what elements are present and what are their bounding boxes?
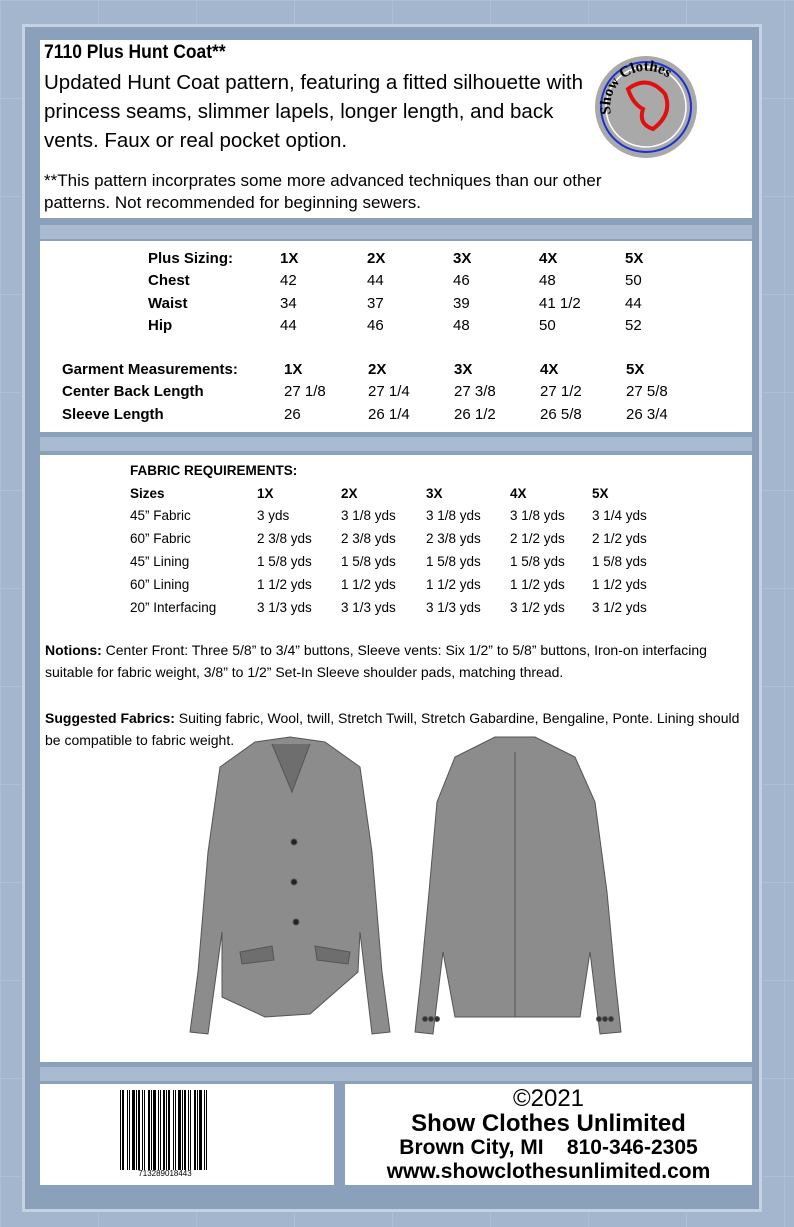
table-header: Garment Measurements: 1X 2X 3X 4X 5X xyxy=(62,360,645,378)
table-row: Waist 34 37 39 41 1/2 44 xyxy=(148,294,642,312)
barcode-bar xyxy=(168,1090,170,1170)
barcode-bar xyxy=(178,1090,181,1170)
barcode-bar xyxy=(129,1090,130,1170)
advanced-note: **This pattern incorprates some more advanced techniques than our other patterns. Not recommended for beginning sewers. xyxy=(44,171,602,212)
body-sizes-table xyxy=(148,247,643,337)
header-panel xyxy=(40,40,752,218)
barcode-bar xyxy=(153,1090,156,1170)
barcode-number: 713289018443 xyxy=(138,1169,192,1178)
jacket-back-image xyxy=(415,737,621,1034)
table-row: 60” Lining 1 1/2 yds 1 1/2 yds 1 1/2 yds 1 1/2 yds 1 1/2 yds xyxy=(130,576,647,592)
table-row: 60” Fabric 2 3/8 yds 2 3/8 yds 2 3/8 yds 2 1/2 yds 2 1/2 yds xyxy=(130,531,647,547)
divider xyxy=(40,437,752,451)
table-row: 45” Fabric 3 yds 3 1/8 yds 3 1/8 yds 3 1/8 yds 3 1/4 yds xyxy=(130,508,647,524)
barcode-bar xyxy=(182,1090,183,1170)
company-name: Show Clothes Unlimited xyxy=(411,1110,686,1137)
barcode-bar xyxy=(142,1090,143,1170)
barcode-bar xyxy=(151,1090,152,1170)
jacket-front-image xyxy=(190,737,390,1034)
table-row: Sleeve Length 26 26 1/4 26 1/2 26 5/8 26 3/4 xyxy=(62,405,668,423)
barcode-bar xyxy=(132,1090,135,1170)
company-website[interactable]: www.showclothesunlimited.com xyxy=(386,1160,711,1183)
barcode-bar xyxy=(175,1090,176,1170)
barcode-bar xyxy=(127,1090,128,1170)
pattern-description: Updated Hunt Coat pattern, featuring a fitted silhouette with princess seams, slimmer lapels, longer length, and back vents. Faux or real pocket option. xyxy=(44,71,584,152)
barcode-bar xyxy=(163,1090,165,1170)
barcode-bar xyxy=(136,1090,137,1170)
fabric-requirements-table xyxy=(130,459,647,619)
barcode-image xyxy=(120,1090,210,1170)
fabric-panel xyxy=(40,455,752,1062)
barcode-bar xyxy=(188,1090,189,1170)
company-contact: Brown City, MI 810-346-2305 xyxy=(399,1136,698,1159)
table-row: 45” Lining 1 5/8 yds 1 5/8 yds 1 5/8 yds 1 5/8 yds 1 5/8 yds xyxy=(130,554,647,570)
barcode-bar xyxy=(204,1090,205,1170)
barcode-bar xyxy=(148,1090,150,1170)
table-header: Sizes 1X 2X 3X 4X 5X xyxy=(130,485,609,501)
divider xyxy=(40,1067,752,1081)
table-row: Hip 44 46 48 50 52 xyxy=(148,317,642,335)
barcode-bar xyxy=(144,1090,145,1170)
jacket-illustrations xyxy=(160,732,640,1052)
divider xyxy=(40,225,752,239)
measurements-panel xyxy=(40,241,752,432)
suggested-fabrics-text: Suggested Fabrics: Suiting fabric, Wool, twill, Stretch Twill, Stretch Gabardine, Bengaline, Ponte. Lining should be compatible to fabric weight. xyxy=(45,710,740,748)
pattern-title: 7110 Plus Hunt Coat** xyxy=(44,42,226,63)
barcode-bar xyxy=(184,1090,186,1170)
fabric-title: FABRIC REQUIREMENTS: xyxy=(130,462,298,478)
barcode-bar xyxy=(190,1090,191,1170)
barcode-bar xyxy=(120,1090,121,1170)
barcode-bar xyxy=(158,1090,159,1170)
barcode-panel xyxy=(40,1084,334,1185)
barcode-bar xyxy=(138,1090,140,1170)
table-row: Center Back Length 27 1/8 27 1/4 27 3/8 27 1/2 27 5/8 xyxy=(62,383,668,401)
barcode-bar xyxy=(122,1090,124,1170)
barcode-bar xyxy=(160,1090,161,1170)
table-row: 20” Interfacing 3 1/3 yds 3 1/3 yds 3 1/3 yds 3 1/2 yds 3 1/2 yds xyxy=(130,599,647,615)
svg-text:Show Clothes: Show Clothes xyxy=(598,58,675,116)
barcode-bar xyxy=(173,1090,174,1170)
brand-logo xyxy=(593,54,699,160)
barcode-bar xyxy=(194,1090,196,1170)
table-header: Plus Sizing: 1X 2X 3X 4X 5X xyxy=(148,249,644,267)
table-row: Chest 42 44 46 48 50 xyxy=(148,272,642,290)
barcode-bar xyxy=(166,1090,167,1170)
company-panel xyxy=(345,1084,752,1185)
notions-text: Notions: Center Front: Three 5/8” to 3/4” buttons, Sleeve vents: Six 1/2” to 5/8” buttons, Iron-on interfacing suitable for fabric weight, 3/8” to 1/2” Set-In Sleeve shoulder pads, matching thread. xyxy=(45,642,707,680)
copyright: ©2021 xyxy=(512,1085,585,1112)
barcode-bar xyxy=(197,1090,198,1170)
garment-measurements-table xyxy=(62,358,668,426)
barcode-bar xyxy=(199,1090,202,1170)
barcode-bar xyxy=(206,1090,207,1170)
